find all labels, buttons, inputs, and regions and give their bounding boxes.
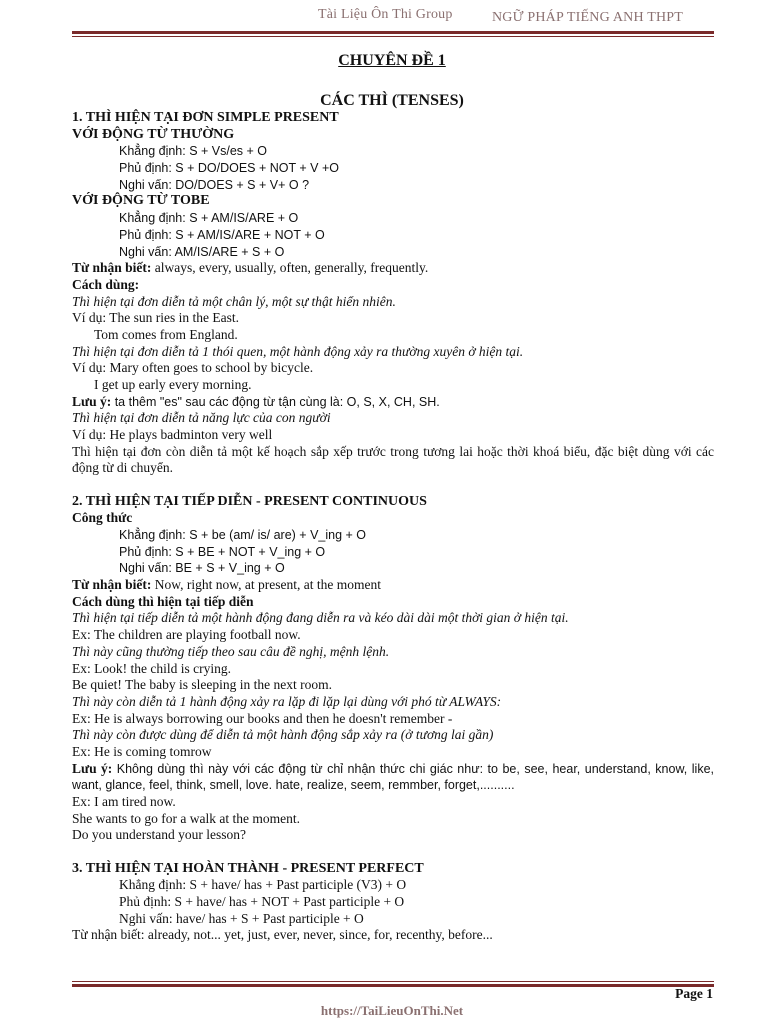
document-subtitle: CÁC THÌ (TENSES) xyxy=(320,92,464,109)
formula-label: Công thức xyxy=(72,510,133,526)
usage-item: Thì này còn diễn tả 1 hành động xảy ra lặp đi lặp lại dùng với phó từ ALWAYS: xyxy=(72,693,502,709)
section-2-heading: 2. THÌ HIỆN TẠI TIẾP DIỄN - PRESENT CONTINUOUS xyxy=(72,493,427,509)
footer-url[interactable]: https://TaiLieuOnThi.Net xyxy=(320,1003,464,1018)
note-line xyxy=(72,761,714,794)
usage-label: Cách dùng: xyxy=(72,276,140,292)
example-line: Ex: Look! the child is crying. xyxy=(72,660,231,676)
example-line: Tom comes from England. xyxy=(94,326,238,342)
usage-item: Thì hiện tại đơn diễn tả 1 thói quen, một hành động xảy ra thường xuyên ở hiện tại. xyxy=(72,343,524,359)
formula-question: Nghi vấn: have/ has + S + Past participle + O xyxy=(119,910,364,926)
header-brand: Tài Liệu Ôn Thi Group xyxy=(318,7,453,22)
example-line: Ex: The children are playing football now. xyxy=(72,627,301,643)
usage-item: Thì này cũng thường tiếp theo sau câu đề nghị, mệnh lệnh. xyxy=(72,643,390,659)
usage-item: Thì hiện tại đơn còn diễn tả một kế hoạch sắp xếp trước trong tương lai hoặc thời khoá biểu, đặc biệt dùng với các động từ di chuyển. xyxy=(72,443,714,476)
formula-negative: Phủ định: S + have/ has + NOT + Past participle + O xyxy=(119,894,405,909)
example-line: Be quiet! The baby is sleeping in the next room. xyxy=(72,677,332,693)
signal-words xyxy=(72,260,714,277)
formula-negative: Phủ định: S + BE + NOT + V_ing + O xyxy=(119,544,326,559)
usage-label: Cách dùng thì hiện tại tiếp diễn xyxy=(72,593,254,609)
header-subject: NGỮ PHÁP TIẾNG ANH THPT xyxy=(492,10,683,25)
formula-affirmative: Khẳng định: S + Vs/es + O xyxy=(119,144,268,159)
section-1-subheading-regular-verbs: VỚI ĐỘNG TỪ THƯỜNG xyxy=(72,126,235,142)
signal-words: Từ nhận biết: already, not... yet, just, ever, never, since, for, recenthy, before... xyxy=(72,927,493,943)
note-line xyxy=(72,394,714,411)
formula-question: Nghi vấn: AM/IS/ARE + S + O xyxy=(119,244,285,259)
example-line: She wants to go for a walk at the moment. xyxy=(72,810,300,826)
example-line: I get up early every morning. xyxy=(94,377,252,392)
formula-negative: Phủ định: S + AM/IS/ARE + NOT + O xyxy=(119,227,325,242)
header-divider xyxy=(72,31,714,34)
formula-question: Nghi vấn: BE + S + V_ing + O xyxy=(119,561,285,576)
formula-affirmative: Khẳng định: S + AM/IS/ARE + O xyxy=(119,211,299,226)
example-line: Ex: I am tired now. xyxy=(72,794,176,810)
signal-words xyxy=(72,577,714,594)
document-title: CHUYÊN ĐỀ 1 xyxy=(338,52,446,69)
section-1-subheading-tobe: VỚI ĐỘNG TỪ TOBE xyxy=(72,193,210,209)
signal-words-label: Từ nhận biết: xyxy=(72,260,152,276)
example-line: Ví dụ: The sun ries in the East. xyxy=(72,310,239,326)
note-label: Lưu ý: xyxy=(72,393,112,409)
example-line: Do you understand your lesson? xyxy=(72,827,246,843)
formula-affirmative: Khẳng định: S + be (am/ is/ are) + V_ing + O xyxy=(119,528,367,543)
usage-item: Thì này còn được dùng để diễn tả một hành động sắp xảy ra (ở tương lai gần) xyxy=(72,727,494,743)
formula-negative: Phủ định: S + DO/DOES + NOT + V +O xyxy=(119,161,340,176)
page-number: Page 1 xyxy=(675,986,713,1001)
footer-divider-thin xyxy=(72,981,714,982)
header-divider-thin xyxy=(72,36,714,37)
document-body xyxy=(72,110,714,944)
formula-affirmative: Khẳng định: S + have/ has + Past participle (V3) + O xyxy=(119,877,407,893)
signal-words-text: always, every, usually, often, generally, frequently. xyxy=(151,260,429,276)
signal-words-label: Từ nhận biết: xyxy=(72,577,152,593)
note-text: Không dùng thì này với các động từ chỉ nhận thức chi giác như: to be, see, hear, understand, know, like, want, glance, feel, think, smell, love. hate, realize, seem, remmber, forget,.......... xyxy=(72,761,714,793)
usage-item: Thì hiện tại đơn diễn tả một chân lý, một sự thật hiển nhiên. xyxy=(72,293,396,309)
example-line: Ex: He is always borrowing our books and then he doesn't remember - xyxy=(72,710,453,726)
note-label: Lưu ý: xyxy=(72,760,113,776)
example-line: Ví dụ: Mary often goes to school by bicycle. xyxy=(72,360,314,376)
formula-question: Nghi vấn: DO/DOES + S + V+ O ? xyxy=(119,177,310,192)
signal-words-text: Now, right now, at present, at the moment xyxy=(151,577,381,593)
example-line: Ví dụ: He plays badminton very well xyxy=(72,427,273,443)
note-text: ta thêm "es" sau các động từ tận cùng là: O, S, X, CH, SH. xyxy=(111,394,440,409)
section-3-heading: 3. THÌ HIỆN TẠI HOÀN THÀNH - PRESENT PERFECT xyxy=(72,860,424,876)
example-line: Ex: He is coming tomrow xyxy=(72,743,212,759)
section-1-heading: 1. THÌ HIỆN TẠI ĐƠN SIMPLE PRESENT xyxy=(72,110,339,125)
footer-divider xyxy=(72,984,714,987)
usage-item: Thì hiện tại đơn diễn tả năng lực của con người xyxy=(72,410,331,426)
usage-item: Thì hiện tại tiếp diễn tả một hành động đang diễn ra và kéo dài dài một thời gian ở hiện tại. xyxy=(72,610,569,626)
